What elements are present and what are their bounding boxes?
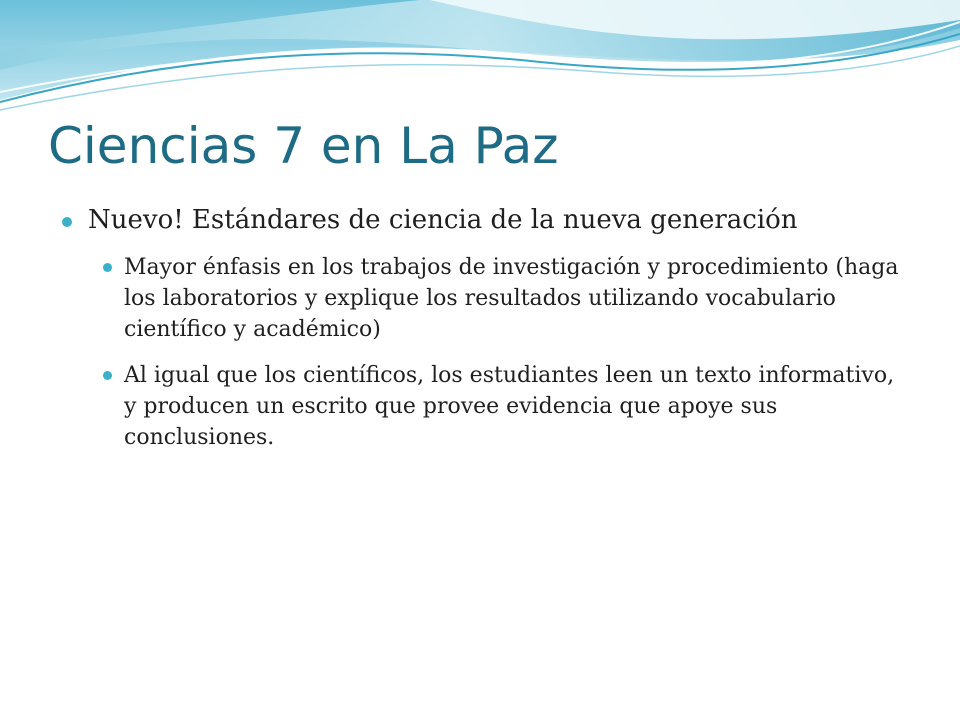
main-bullet-text: Nuevo! Estándares de ciencia de la nueva generación xyxy=(88,205,798,235)
sub-bullet-list xyxy=(60,252,920,453)
header-wave-decoration xyxy=(0,0,960,120)
bullet-dot-icon xyxy=(103,371,112,380)
sub-bullet-text: Al igual que los científicos, los estudiantes leen un texto informativo, y producen un escrito que provee evidencia que apoye sus conclusiones. xyxy=(124,362,895,450)
bullet-dot-icon xyxy=(103,263,112,272)
sub-bullet xyxy=(124,252,904,346)
sub-bullet xyxy=(124,360,904,454)
bullet-dot-icon xyxy=(62,217,72,227)
slide-title: Ciencias 7 en La Paz xyxy=(48,117,559,175)
slide-content xyxy=(60,204,920,467)
sub-bullet-text: Mayor énfasis en los trabajos de investigación y procedimiento (haga los laboratorios y explique los resultados utilizando vocabulario científico y académico) xyxy=(124,254,899,343)
main-bullet xyxy=(60,204,920,238)
